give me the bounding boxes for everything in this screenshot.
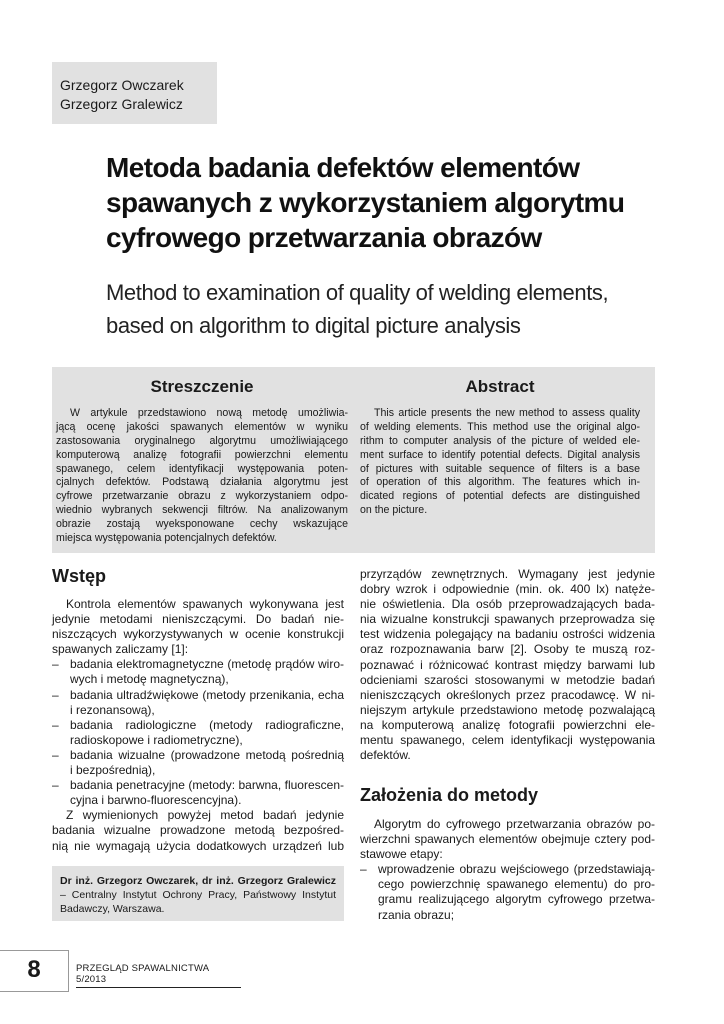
list-item-line: radioskopowe i radiometryczne),	[70, 732, 243, 747]
text-line: W artykule przedstawiono nową metodę umożliwia-	[70, 407, 348, 419]
subtitle-line: Method to examination of quality of welding elements,	[106, 280, 609, 305]
text-line: of operation of this algorithm. The features which in-	[360, 476, 640, 489]
streszczenie-heading: Streszczenie	[150, 377, 254, 396]
list-item-line: – badania elektromagnetyczne (metodę prądów wiro-	[52, 657, 344, 672]
text-line: wierzchni spawanych elementów obejmuje cztery pod-	[360, 832, 655, 847]
text-line: stawowe etapy:	[360, 847, 443, 862]
list-dash: –	[52, 657, 59, 672]
text-line: rithm to computer analysis of the picture of welded ele-	[360, 434, 640, 447]
text-line: na komputerową analizę fotografii powierzchni ele-	[360, 717, 655, 732]
text-line: poznawać i różnicować kontrast między barwami lub	[360, 657, 655, 672]
text-line: Kontrola elementów spawanych wykonywana jest	[66, 597, 344, 611]
list-item-line: – badania ultradźwiękowe (metody przenikania, echa	[52, 687, 344, 702]
zalozenia-text	[360, 817, 655, 923]
journal-footer: PRZEGLĄD SPAWALNICTWA 5/2013	[76, 963, 241, 988]
list-item-line: rzania obrazu;	[378, 907, 455, 922]
list-item-line: i rezonansową),	[70, 702, 155, 717]
title-line: spawanych z wykorzystaniem algorytmu	[106, 187, 625, 218]
author-affiliation-box	[52, 866, 344, 921]
text-line: jącą ocenę jakości spawanych elementów w wyniku	[56, 420, 348, 433]
affiliation-names: Dr inż. Grzegorz Owczarek, dr inż. Grzegorz Gralewicz	[60, 875, 336, 887]
text-line: komputerową analizę fotografii powierzchni elementu	[56, 448, 348, 461]
abstract-text	[360, 407, 640, 518]
list-dash: –	[52, 778, 59, 793]
text-line: przyrządów zewnętrznych. Wymagany jest jedynie	[360, 567, 655, 581]
text-line: of welding elements. This method use the original algo-	[360, 420, 640, 433]
text-line: mentu spawanego, celem identyfikacji występowania	[360, 733, 655, 748]
text-line: dicated regions of potential defects are distinguished	[360, 490, 640, 503]
text-line: Z wymienionych powyżej metod badań jedynie	[66, 808, 344, 823]
streszczenie-text	[56, 407, 348, 546]
text-line: badania wizualne prowadzone metodą bezpośred-	[52, 823, 344, 838]
text-line: of pictures with suitable sequence of filters is a base	[360, 462, 640, 475]
list-item-line: – badania penetracyjne (metody: barwna, fluorescen-	[52, 778, 344, 793]
text-line: nią nie wymagają użycia dodatkowych urządzeń lub	[52, 838, 344, 853]
text-line: Algorytm do cyfrowego przetwarzania obrazów po-	[374, 817, 655, 831]
text-line: miejsca występowania potencjalnych defektów.	[56, 532, 277, 545]
list-item-line: gramu realizującego algorytm cyfrowego przetwa-	[378, 892, 655, 907]
section-heading-wstep: Wstęp	[52, 566, 106, 586]
subtitle-line: based on algorithm to digital picture analysis	[106, 313, 521, 338]
article-title	[106, 150, 686, 255]
section-heading-zalozenia: Założenia do metody	[360, 785, 539, 805]
list-dash: –	[52, 717, 59, 732]
text-line: wiednio wybranych sekwencji filtrów. Na analizowanym	[56, 504, 348, 517]
list-dash: –	[360, 862, 367, 877]
article-subtitle	[106, 276, 706, 342]
text-line: ment surface to identify potential defects. Digital analysis	[360, 448, 640, 461]
list-dash: –	[52, 747, 59, 762]
list-item-line: – badania wizualne (prowadzone metodą pośrednią	[52, 747, 344, 762]
abstract-heading: Abstract	[465, 377, 535, 396]
list-item-line: wych i metodę magnetyczną),	[70, 672, 229, 687]
list-dash: –	[52, 687, 59, 702]
text-line: nie oświetlenia. Dla osób przeprowadzających bada-	[360, 597, 655, 612]
text-line: defektów.	[360, 748, 411, 763]
list-item-line: – wprowadzenie obrazu wejściowego (przedstawiają-	[360, 862, 655, 877]
wstep-text	[52, 597, 344, 854]
author-name: Grzegorz Gralewicz	[60, 96, 183, 112]
text-line: obrazie zostają wyeksponowane cechy wskazujące	[56, 518, 348, 531]
text-line: odcieniami szarości stosowanymi w metodzie badań	[360, 672, 655, 687]
affiliation-text: – Centralny Instytut Ochrony Pracy, Państwowy Instytut Badawczy, Warszawa.	[60, 889, 336, 915]
list-item-line: cyjna i barwno-fluorescencyjna).	[70, 793, 242, 808]
text-line: on the picture.	[360, 504, 428, 517]
page-number: 8	[0, 950, 69, 992]
title-line: cyfrowego przetwarzania obrazów	[106, 222, 542, 253]
text-line: nia wizualne konstrukcji spawanych przeprowadza się	[360, 612, 655, 627]
text-line: oraz rozpoznawania barw [2]. Osoby te muszą roz-	[360, 642, 655, 657]
title-line: Metoda badania defektów elementów	[106, 152, 580, 183]
text-line: test widzenia polegający na badaniu ostrości widzenia	[360, 627, 655, 642]
author-name: Grzegorz Owczarek	[60, 77, 184, 93]
text-line: jedynie metodami nieniszczącymi. Do badań nie-	[52, 612, 344, 627]
text-line: cyfrowe przetwarzanie obrazu z wykorzystaniem odpo-	[56, 490, 348, 503]
text-line: dobry wzrok i odpowiednie (min. ok. 400 lx) natęże-	[360, 582, 655, 597]
authors-box	[52, 62, 217, 124]
list-item-line: cego powierzchnię spawanego elementu) do pro-	[378, 877, 655, 892]
list-item-line: i bezpośrednią),	[70, 763, 156, 778]
text-line: spawanych zaliczamy [1]:	[52, 642, 189, 657]
text-line: This article presents the new method to assess quality	[374, 407, 640, 419]
text-line: spawanego, celem identyfikacji występowania poten-	[56, 462, 348, 475]
text-line: zastosowania oryginalnego algorytmu umożliwiającego	[56, 434, 348, 447]
abstract-box	[52, 367, 655, 553]
text-line: niszczących wykorzystywanych w ocenie konstrukcji	[52, 627, 344, 642]
text-line: niejszym artykule przedstawiono metodę pozwalającą	[360, 702, 655, 717]
text-line: nieniszczących określonych przez pracodawcę. W ni-	[360, 687, 655, 702]
list-item-line: – badania radiologiczne (metody radiograficzne,	[52, 717, 344, 732]
text-line: cjalnych defektów. Podstawą działania algorytmu jest	[56, 476, 348, 489]
wstep-continued-text	[360, 567, 655, 763]
